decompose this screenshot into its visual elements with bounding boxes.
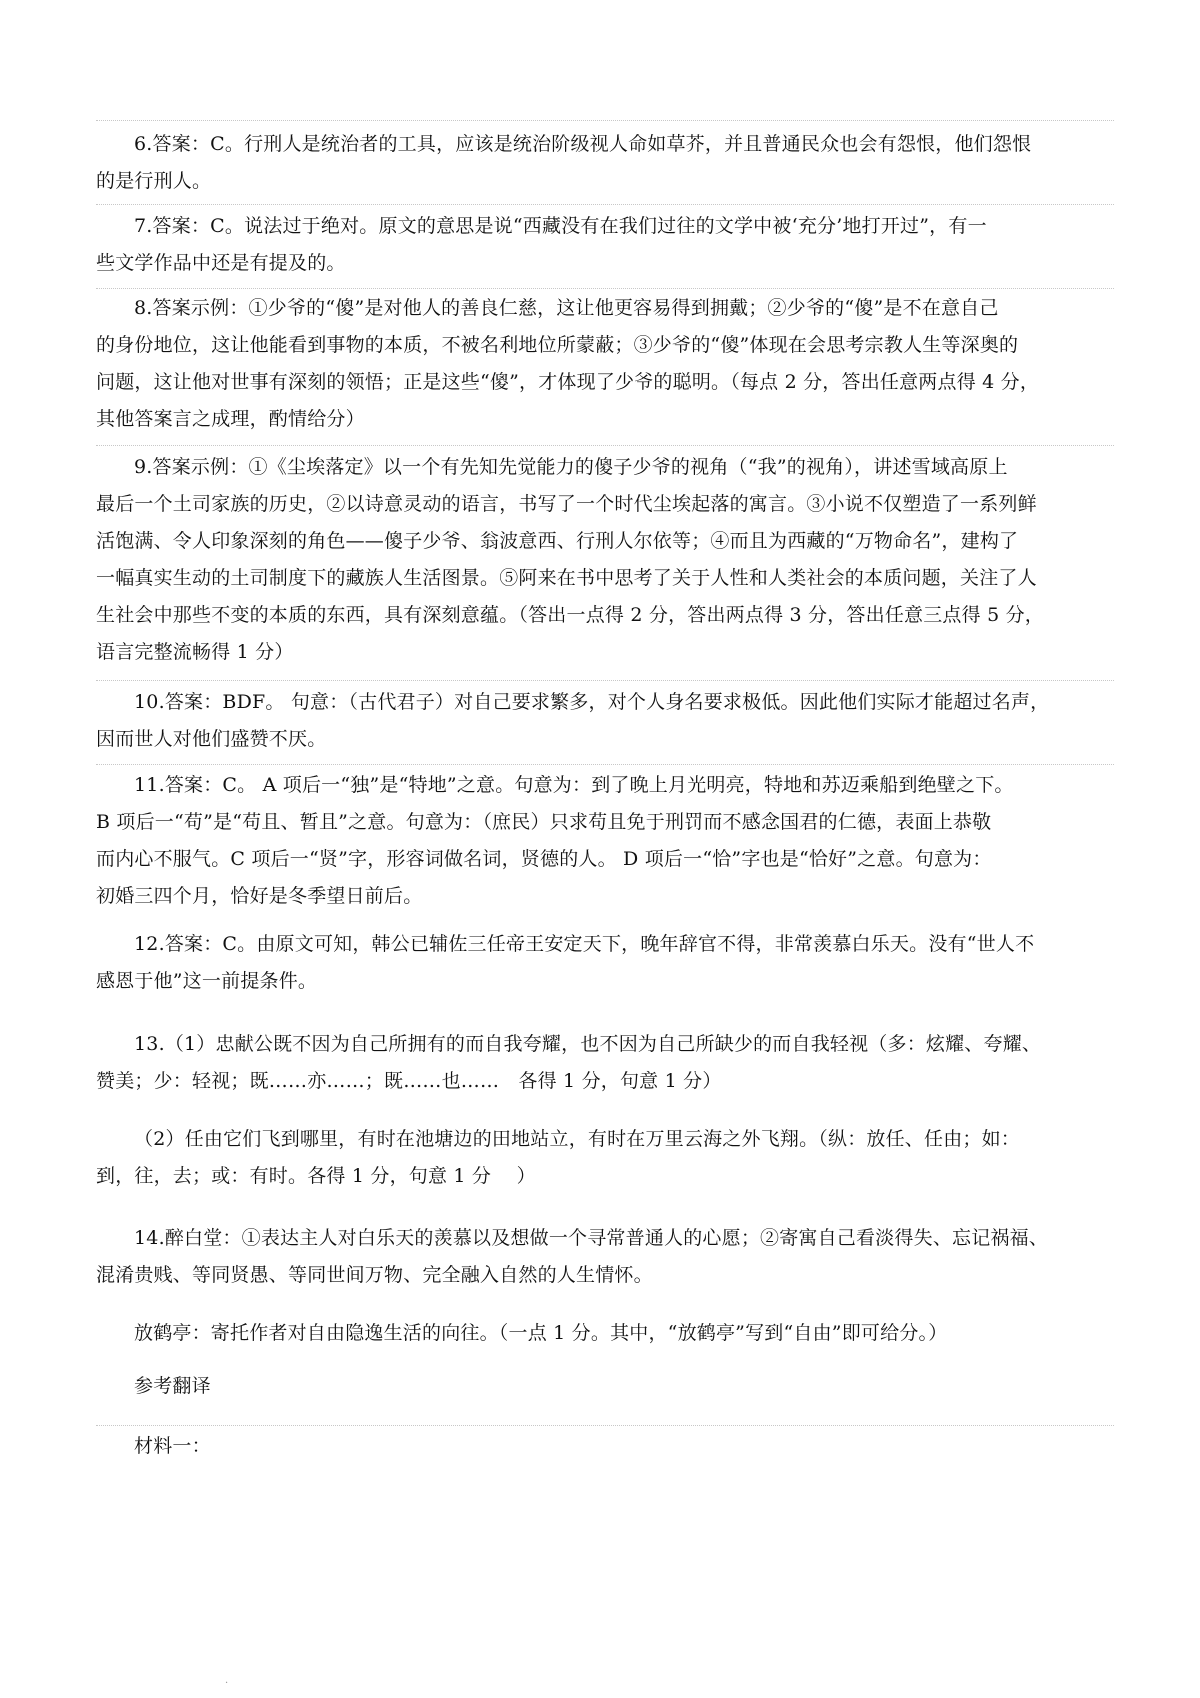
answer-10-line-1: 10.答案：BDF。 句意：（古代君子）对自己要求繁多，对个人身名要求极低。因此他们实际才能超过名声， — [134, 691, 1050, 713]
answer-11-line-4: 初婚三四个月，恰好是冬季望日前后。 — [96, 885, 423, 907]
answer-11-line-2: B 项后一“苟”是“苟且、暂且”之意。句意为：（庶民）只求苟且免于刑罚而不感念国君的仁德，表面上恭敬 — [96, 811, 992, 833]
answer-7-line-2: 些文学作品中还是有提及的。 — [96, 252, 346, 274]
answer-7-line-1: 7.答案：C。说法过于绝对。原文的意思是说“西藏没有在我们过往的文学中被‘充分’地打开过”，有一 — [134, 215, 987, 237]
material-one-heading — [96, 1428, 1116, 1465]
answer-13-1-line-1: 13.（1）忠献公既不因为自己所拥有的而自我夸耀，也不因为自己所缺少的而自我轻视（多：炫耀、夸耀、 — [134, 1033, 1042, 1055]
answer-11-line-1: 11.答案：C。 A 项后一“独”是“特地”之意。句意为：到了晚上月光明亮，特地和苏迈乘船到绝壁之下。 — [134, 774, 1014, 796]
answer-14-line-2: 混淆贵贱、等同贤愚、等同世间万物、完全融入自然的人生情怀。 — [96, 1264, 653, 1286]
answer-10-line-2: 因而世人对他们盛赞不厌。 — [96, 728, 327, 750]
dotted-divider — [96, 764, 1114, 765]
dotted-divider — [96, 1425, 1114, 1426]
answer-14 — [96, 1220, 1116, 1294]
answer-12-line-1: 12.答案：C。由原文可知，韩公已辅佐三任帝王安定天下，晚年辞官不得，非常羡慕白乐天。没有“世人不 — [134, 933, 1035, 955]
dotted-divider — [96, 445, 1114, 446]
answer-7 — [96, 208, 1116, 282]
answer-6 — [96, 126, 1116, 200]
dotted-divider — [96, 288, 1114, 289]
answer-8-line-3: 问题，这让他对世事有深刻的领悟；正是这些“傻”，才体现了少爷的聪明。（每点 2 分，答出任意两点得 4 分， — [96, 371, 1040, 393]
answer-8-line-1: 8.答案示例：①少爷的“傻”是对他人的善良仁慈，这让他更容易得到拥戴；②少爷的“傻”是不在意自己 — [134, 297, 999, 319]
answer-8-line-4: 其他答案言之成理，酌情给分） — [96, 408, 365, 430]
answer-13-1-line-2: 赞美；少：轻视；既……亦……；既……也…… 各得 1 分，句意 1 分） — [96, 1070, 722, 1092]
answer-13-part-1 — [96, 1026, 1116, 1100]
reference-translation-heading — [96, 1368, 1116, 1405]
answer-9-line-4: 一幅真实生动的土司制度下的藏族人生活图景。⑤阿来在书中思考了关于人性和人类社会的本质问题，关注了人 — [96, 567, 1037, 589]
answer-9-line-5: 生社会中那些不变的本质的东西，具有深刻意蕴。（答出一点得 2 分，答出两点得 3 分，答出任意三点得 5 分， — [96, 604, 1045, 626]
answer-14-line-1: 14.醉白堂：①表达主人对白乐天的羡慕以及想做一个寻常普通人的心愿；②寄寓自己看淡得失、忘记祸福、 — [134, 1227, 1049, 1249]
answer-10 — [96, 684, 1116, 758]
answer-11 — [96, 767, 1116, 915]
answer-9-line-6: 语言完整流畅得 1 分） — [96, 641, 294, 663]
dotted-divider — [96, 680, 1114, 681]
answer-8 — [96, 290, 1116, 438]
answer-9-line-1: 9.答案示例：①《尘埃落定》以一个有先知先觉能力的傻子少爷的视角（“我”的视角），讲述雪域高原上 — [134, 456, 1008, 478]
answer-9-line-2: 最后一个土司家族的历史，②以诗意灵动的语言，书写了一个时代尘埃起落的寓言。③小说不仅塑造了一系列鲜 — [96, 493, 1037, 515]
answer-13-2-line-2: 到，往，去；或：有时。各得 1 分，句意 1 分 ） — [96, 1165, 536, 1187]
answer-14-pavilion — [96, 1315, 1116, 1352]
answer-12 — [96, 926, 1116, 1000]
dotted-divider — [96, 204, 1114, 205]
answer-13-2-line-1: （2）任由它们飞到哪里，有时在池塘边的田地站立，有时在万里云海之外飞翔。（纵：放任、任由；如： — [134, 1128, 1020, 1150]
answer-11-line-3: 而内心不服气。C 项后一“贤”字，形容词做名词，贤德的人。 D 项后一“恰”字也是“恰好”之意。句意为： — [96, 848, 992, 870]
dotted-divider — [96, 120, 1114, 121]
answer-9-line-3: 活饱满、令人印象深刻的角色——傻子少爷、翁波意西、行刑人尔依等；④而且为西藏的“万物命名”，建构了 — [96, 530, 1019, 552]
answer-6-line-2: 的是行刑人。 — [96, 170, 212, 192]
answer-14-pavilion-line: 放鹤亭：寄托作者对自由隐逸生活的向往。（一点 1 分。其中，“放鹤亭”写到“自由”即可给分。） — [134, 1322, 948, 1344]
reference-translation-label: 参考翻译 — [134, 1375, 211, 1397]
answer-6-line-1: 6.答案：C。行刑人是统治者的工具，应该是统治阶级视人命如草芥，并且普通民众也会有怨恨，他们怨恨 — [134, 133, 1032, 155]
answer-8-line-2: 的身份地位，这让他能看到事物的本质，不被名利地位所蒙蔽；③少爷的“傻”体现在会思考宗教人生等深奥的 — [96, 334, 1019, 356]
footer-mark: · — [225, 1678, 229, 1689]
answer-9 — [96, 449, 1116, 671]
answer-13-part-2 — [96, 1121, 1116, 1195]
material-one-label: 材料一： — [134, 1435, 211, 1457]
answer-12-line-2: 感恩于他”这一前提条件。 — [96, 970, 318, 992]
